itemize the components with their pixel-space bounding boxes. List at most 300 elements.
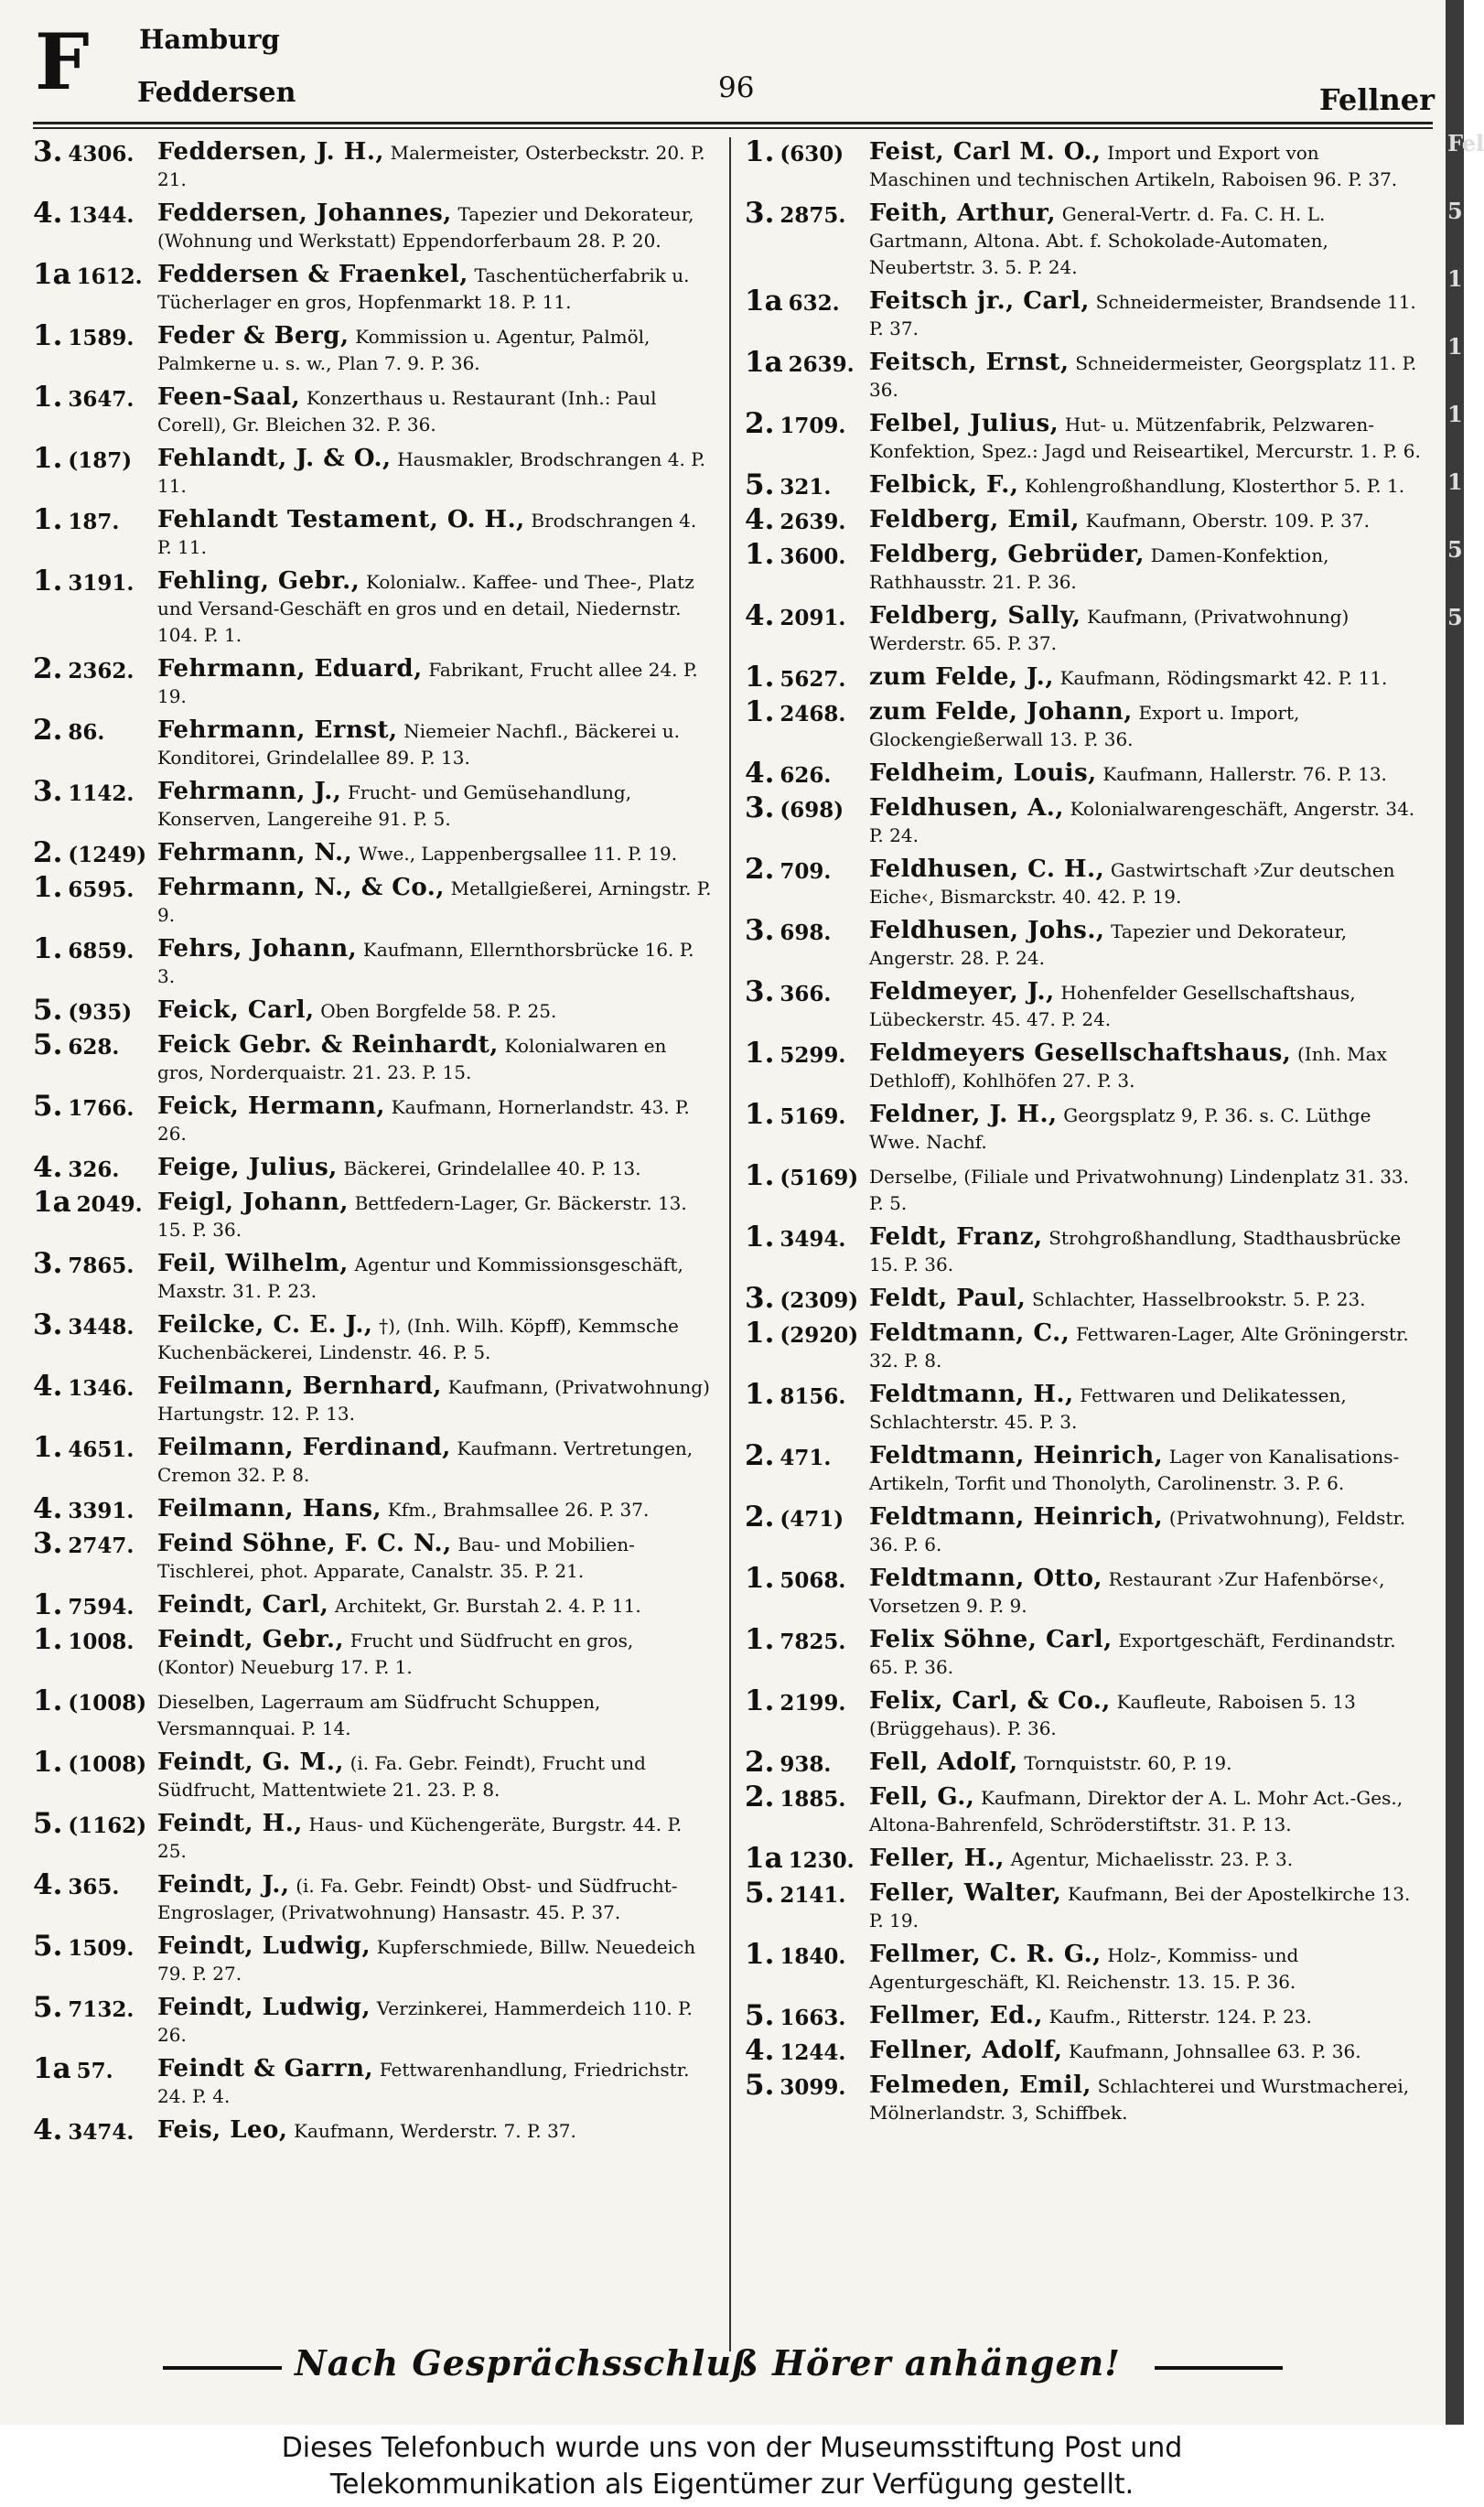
subscriber-details: Metallgießerei, Arningstr. P. 9. bbox=[157, 877, 712, 926]
subscriber-name: Feil, Wilhelm, bbox=[157, 1250, 349, 1277]
exchange-prefix: 1. bbox=[33, 871, 63, 904]
subscriber-name: Feldberg, Emil, bbox=[869, 506, 1080, 533]
subscriber-details: Gastwirtschaft ›Zur deutschen Eiche‹, Bismarckstr. 40. 42. P. 19. bbox=[869, 859, 1395, 908]
subscriber-details: Haus- und Küchengeräte, Burgstr. 44. P. 25. bbox=[157, 1813, 683, 1862]
subscriber-name: Feldtmann, Otto, bbox=[869, 1565, 1102, 1592]
subscriber-details: Bau- und Mobilien-Tischlerei, phot. Apparate, Canalstr. 35. P. 21. bbox=[157, 1533, 635, 1582]
subscriber-name: Feilmann, Ferdinand, bbox=[157, 1434, 451, 1461]
phone-number bbox=[745, 1159, 859, 1192]
phone-number bbox=[745, 1282, 859, 1315]
subscriber-details: Kupferschmiede, Billw. Neuedeich 79. P. 27. bbox=[157, 1936, 696, 1985]
phone-number bbox=[745, 346, 855, 379]
directory-entry bbox=[745, 695, 1425, 753]
directory-entry bbox=[745, 1999, 1425, 2032]
phone-number bbox=[745, 1317, 859, 1350]
phone-number bbox=[33, 1746, 147, 1779]
exchange-prefix: 1. bbox=[745, 135, 775, 168]
phone-number bbox=[745, 1746, 832, 1779]
exchange-prefix: 1a bbox=[33, 1186, 71, 1219]
line-number: 2875. bbox=[780, 203, 846, 228]
subscriber-details: Schneidermeister, Georgsplatz 11. P. 36. bbox=[869, 352, 1417, 401]
ownership-caption bbox=[0, 2430, 1464, 2503]
subscriber-name: Fell, G., bbox=[869, 1783, 975, 1811]
exchange-prefix: 2. bbox=[33, 652, 63, 685]
subscriber-details: Bäckerei, Grindelallee 40. P. 13. bbox=[343, 1157, 641, 1179]
subscriber-details: Georgsplatz 9, P. 36. s. C. Lüthge Wwe. Nachf. bbox=[869, 1104, 1371, 1153]
directory-entry bbox=[745, 407, 1425, 465]
phone-number bbox=[33, 1492, 134, 1525]
phone-number bbox=[33, 1991, 134, 2024]
directory-entry bbox=[33, 1684, 714, 1742]
subscriber-details: Malermeister, Osterbeckstr. 20. P. 21. bbox=[157, 142, 705, 190]
city-name: Hamburg bbox=[139, 24, 280, 55]
left-column bbox=[33, 135, 714, 2152]
line-number: 5627. bbox=[780, 667, 846, 692]
directory-entry bbox=[745, 538, 1425, 596]
directory-entry bbox=[33, 871, 714, 929]
phone-number bbox=[745, 1877, 846, 1910]
subscriber-name: Fehlandt, J. & O., bbox=[157, 445, 392, 472]
line-number: (2309) bbox=[780, 1288, 859, 1313]
subscriber-name: Fehlandt Testament, O. H., bbox=[157, 506, 525, 533]
exchange-prefix: 1a bbox=[745, 285, 783, 317]
line-number: 2639. bbox=[780, 510, 846, 534]
subscriber-details: Kaufmann. Vertretungen, Cremon 32. P. 8. bbox=[157, 1437, 694, 1486]
line-number: 7132. bbox=[68, 1997, 134, 2022]
phone-number bbox=[745, 197, 846, 230]
subscriber-name: Feindt, G. M., bbox=[157, 1748, 344, 1776]
exchange-prefix: 1. bbox=[33, 1684, 63, 1717]
phone-number bbox=[33, 565, 134, 597]
subscriber-name: Feindt & Garrn, bbox=[157, 2055, 374, 2082]
subscriber-details: Fettwarenhandlung, Friedrichstr. 24. P. 4. bbox=[157, 2059, 690, 2107]
line-number: (1249) bbox=[68, 843, 147, 867]
subscriber-details: Frucht- und Gemüsehandlung, Konserven, Langereihe 91. P. 5. bbox=[157, 781, 632, 830]
exchange-prefix: 1. bbox=[745, 1938, 775, 1971]
phone-number bbox=[33, 871, 134, 904]
subscriber-details: Strohgroßhandlung, Stadthausbrücke 15. P. 36. bbox=[869, 1227, 1402, 1275]
directory-entry bbox=[33, 1746, 714, 1803]
subscriber-name: Feddersen, Johannes, bbox=[157, 199, 452, 227]
subscriber-details: Kaufmann, Hornerlandstr. 43. P. 26. bbox=[157, 1096, 690, 1145]
phone-number bbox=[745, 1842, 855, 1875]
phone-number bbox=[33, 2114, 134, 2147]
line-number: 1344. bbox=[68, 203, 134, 228]
subscriber-name: Feldtmann, C., bbox=[869, 1319, 1070, 1347]
subscriber-details: Schneidermeister, Brandsende 11. P. 37. bbox=[869, 291, 1416, 339]
exchange-prefix: 5. bbox=[745, 1877, 775, 1910]
subscriber-name: Feller, H., bbox=[869, 1845, 1005, 1872]
subscriber-name: Feindt, J., bbox=[157, 1871, 290, 1899]
exchange-prefix: 1. bbox=[745, 538, 775, 571]
subscriber-name: Feigl, Johann, bbox=[157, 1189, 349, 1216]
directory-entry bbox=[745, 1439, 1425, 1497]
subscriber-name: Feldberg, Gebrüder, bbox=[869, 541, 1145, 568]
subscriber-name: Fehling, Gebr., bbox=[157, 567, 360, 595]
subscriber-details: Hausmakler, Brodschrangen 4. P. 11. bbox=[157, 448, 705, 497]
subscriber-name: Fehrmann, N., & Co., bbox=[157, 874, 445, 901]
subscriber-details: Schlachterei und Wurstmacherei, Mölnerlandstr. 3, Schiffbek. bbox=[869, 2075, 1410, 2124]
exchange-prefix: 1. bbox=[33, 1623, 63, 1656]
phone-number bbox=[33, 258, 143, 291]
phone-number bbox=[33, 135, 134, 168]
subscriber-details: Kaufmann, Johnsallee 63. P. 36. bbox=[1069, 2040, 1361, 2062]
directory-entry bbox=[33, 381, 714, 438]
header-rule bbox=[33, 122, 1433, 129]
exchange-prefix: 2. bbox=[745, 1781, 775, 1813]
phone-number bbox=[33, 836, 147, 869]
line-number: 698. bbox=[780, 920, 832, 945]
line-number: (935) bbox=[68, 1000, 133, 1025]
line-number: (2920) bbox=[780, 1323, 859, 1348]
phone-number bbox=[745, 1378, 846, 1411]
phone-number bbox=[33, 1807, 147, 1840]
line-number: 1589. bbox=[68, 326, 134, 350]
subscriber-name: Feick, Hermann, bbox=[157, 1092, 385, 1120]
line-number: 471. bbox=[780, 1446, 832, 1470]
phone-number bbox=[33, 1247, 134, 1280]
line-number: 1766. bbox=[68, 1096, 134, 1121]
subscriber-name: Fehrmann, J., bbox=[157, 778, 342, 805]
subscriber-details: Kaufmann, Bei der Apostelkirche 13. P. 19. bbox=[869, 1883, 1411, 1931]
phone-number bbox=[745, 853, 832, 886]
directory-entry bbox=[745, 1781, 1425, 1838]
phone-number bbox=[745, 407, 846, 440]
exchange-prefix: 1. bbox=[33, 319, 63, 352]
directory-entry bbox=[745, 346, 1425, 403]
directory-entry bbox=[33, 932, 714, 990]
subscriber-details: Lager von Kanalisations-Artikeln, Torfit und Thonolyth, Carolinenstr. 3. P. 6. bbox=[869, 1446, 1400, 1494]
line-number: 2747. bbox=[68, 1533, 134, 1558]
exchange-prefix: 1. bbox=[33, 1431, 63, 1464]
subscriber-details: Tapezier und Dekorateur, (Wohnung und Werkstatt) Eppendorferbaum 28. P. 20. bbox=[157, 203, 694, 252]
exchange-prefix: 3. bbox=[745, 914, 775, 947]
subscriber-details: Import und Export von Maschinen und technischen Artikeln, Raboisen 96. P. 37. bbox=[869, 142, 1398, 190]
page-number: 96 bbox=[718, 71, 755, 104]
subscriber-name: Feitsch jr., Carl, bbox=[869, 287, 1090, 315]
directory-entry bbox=[33, 1807, 714, 1865]
subscriber-details: Exportgeschäft, Ferdinandstr. 65. P. 36. bbox=[869, 1630, 1396, 1678]
line-number: 4306. bbox=[68, 142, 134, 167]
line-number: 3099. bbox=[780, 2075, 846, 2100]
subscriber-details: Niemeier Nachfl., Bäckerei u. Konditorei, Grindelallee 89. P. 13. bbox=[157, 720, 681, 769]
phone-number bbox=[33, 1028, 120, 1061]
directory-entry bbox=[33, 1527, 714, 1585]
subscriber-name: Fellmer, Ed., bbox=[869, 2002, 1043, 2029]
line-number: 632. bbox=[788, 291, 840, 316]
phone-number bbox=[745, 975, 832, 1008]
line-number: 3391. bbox=[68, 1499, 134, 1523]
phone-number bbox=[745, 791, 844, 824]
right-column bbox=[745, 135, 1425, 2134]
subscriber-name: Feindt, Ludwig, bbox=[157, 1932, 371, 1960]
exchange-prefix: 3. bbox=[745, 1282, 775, 1315]
line-number: (1008) bbox=[68, 1691, 147, 1716]
subscriber-details: Holz-, Kommiss- und Agenturgeschäft, Kl. Reichenstr. 13. 15. P. 36. bbox=[869, 1944, 1299, 1993]
directory-entry bbox=[33, 1247, 714, 1305]
phone-number bbox=[745, 757, 832, 790]
subscriber-details: (Privatwohnung), Feldstr. 36. P. 6. bbox=[869, 1507, 1406, 1555]
line-number: 628. bbox=[68, 1035, 120, 1060]
footer-rule-right bbox=[1155, 2366, 1283, 2370]
line-number: 1709. bbox=[780, 414, 846, 438]
exchange-prefix: 4. bbox=[33, 1370, 63, 1403]
directory-entry bbox=[33, 836, 714, 869]
subscriber-name: Feilcke, C. E. J., bbox=[157, 1311, 373, 1339]
adjacent-page-edge bbox=[1446, 0, 1484, 2425]
caption-line-2: Telekommunikation als Eigentümer zur Verfügung gestellt. bbox=[329, 2469, 1135, 2501]
subscriber-details: (i. Fa. Gebr. Feindt), Frucht und Südfrucht, Mattentwiete 21. 23. P. 8. bbox=[157, 1752, 646, 1801]
line-number: 365. bbox=[68, 1875, 120, 1899]
subscriber-details: Kolonialw.. Kaffee- und Thee-, Platz und Versand-Geschäft en gros und en detail, Niedernstr. 104. P. 1. bbox=[157, 571, 694, 646]
exchange-prefix: 1. bbox=[745, 1317, 775, 1350]
directory-entry bbox=[33, 1868, 714, 1926]
line-number: 1663. bbox=[780, 2006, 846, 2030]
subscriber-details: Kolonialwaren en gros, Norderquaistr. 21. 23. P. 15. bbox=[157, 1035, 667, 1083]
phone-number bbox=[33, 714, 105, 747]
line-number: 5068. bbox=[780, 1568, 846, 1593]
subscriber-name: Feldberg, Sally, bbox=[869, 602, 1081, 629]
line-number: 1612. bbox=[76, 264, 143, 289]
subscriber-details: Kaufmann, Direktor der A. L. Mohr Act.-Ges., Altona-Bahrenfeld, Schröderstiftstr. 31. P. 13. bbox=[869, 1787, 1403, 1835]
subscriber-details: Kohlengroßhandlung, Klosterthor 5. P. 1. bbox=[1025, 475, 1405, 497]
subscriber-name: Feist, Carl M. O., bbox=[869, 138, 1102, 166]
subscriber-name: Feitsch, Ernst, bbox=[869, 349, 1070, 376]
phone-number bbox=[33, 197, 134, 230]
directory-entry bbox=[33, 1028, 714, 1086]
subscriber-details: Kaufmann, Rödingsmarkt 42. P. 11. bbox=[1059, 667, 1388, 689]
phone-number bbox=[745, 468, 832, 501]
phone-number bbox=[745, 1938, 846, 1971]
phone-number bbox=[745, 285, 840, 317]
line-number: 1885. bbox=[780, 1787, 846, 1812]
directory-entry bbox=[33, 442, 714, 500]
subscriber-details: Schlachter, Hasselbrookstr. 5. P. 23. bbox=[1031, 1288, 1366, 1310]
line-number: 709. bbox=[780, 859, 832, 884]
exchange-prefix: 4. bbox=[745, 503, 775, 536]
subscriber-name: zum Felde, J., bbox=[869, 663, 1054, 691]
line-number: 3448. bbox=[68, 1315, 134, 1340]
directory-entry bbox=[745, 1221, 1425, 1278]
exchange-prefix: 1. bbox=[33, 442, 63, 475]
phone-number bbox=[745, 661, 846, 694]
exchange-prefix: 1. bbox=[745, 1221, 775, 1254]
phone-number bbox=[33, 503, 120, 536]
phone-number bbox=[745, 1562, 846, 1595]
exchange-prefix: 5. bbox=[745, 468, 775, 501]
subscriber-name: Feldhusen, A., bbox=[869, 794, 1064, 822]
exchange-prefix: 2. bbox=[745, 1746, 775, 1779]
directory-entry bbox=[33, 1930, 714, 1987]
directory-entry bbox=[33, 197, 714, 254]
exchange-prefix: 5. bbox=[745, 1999, 775, 2032]
subscriber-details: Agentur, Michaelisstr. 23. P. 3. bbox=[1010, 1848, 1294, 1870]
line-number: 6859. bbox=[68, 939, 134, 963]
directory-entry bbox=[745, 1317, 1425, 1374]
phone-number bbox=[33, 1684, 147, 1717]
exchange-prefix: 2. bbox=[745, 407, 775, 440]
directory-entry bbox=[33, 1492, 714, 1525]
exchange-prefix: 3. bbox=[33, 1247, 63, 1280]
line-number: 1346. bbox=[68, 1376, 134, 1401]
phone-number bbox=[745, 2069, 846, 2102]
directory-entry bbox=[33, 565, 714, 649]
phone-number bbox=[33, 1151, 120, 1184]
exchange-prefix: 3. bbox=[745, 791, 775, 824]
phone-number bbox=[745, 1501, 844, 1533]
subscriber-details: Restaurant ›Zur Hafenbörse‹, Vorsetzen 9. P. 9. bbox=[869, 1568, 1385, 1617]
directory-entry bbox=[745, 1746, 1425, 1779]
line-number: 6595. bbox=[68, 877, 134, 902]
line-number: 1230. bbox=[788, 1848, 855, 1873]
subscriber-details: †), (Inh. Wilh. Köpff), Kemmsche Kuchenbäckerei, Lindenstr. 46. P. 5. bbox=[157, 1315, 679, 1363]
line-number: 4651. bbox=[68, 1437, 134, 1462]
subscriber-details: Oben Borgfelde 58. P. 25. bbox=[320, 1000, 557, 1022]
line-number: (5169) bbox=[780, 1166, 859, 1190]
line-number: 3191. bbox=[68, 571, 134, 596]
line-number: 2639. bbox=[788, 352, 855, 377]
subscriber-name: Feldt, Paul, bbox=[869, 1285, 1027, 1312]
subscriber-name: Feddersen, J. H., bbox=[157, 138, 384, 166]
directory-entry bbox=[745, 1098, 1425, 1156]
line-number: 2468. bbox=[780, 702, 846, 726]
subscriber-details: Kfm., Brahmsallee 26. P. 37. bbox=[387, 1499, 650, 1521]
line-number: 1142. bbox=[68, 781, 134, 806]
subscriber-name: Felbick, F., bbox=[869, 471, 1019, 499]
directory-entry bbox=[745, 1938, 1425, 1996]
exchange-prefix: 3. bbox=[33, 775, 63, 808]
phone-number bbox=[33, 775, 134, 808]
subscriber-name: Feldtmann, Heinrich, bbox=[869, 1503, 1164, 1531]
exchange-prefix: 1. bbox=[745, 1037, 775, 1070]
directory-entry bbox=[745, 1684, 1425, 1742]
exchange-prefix: 1. bbox=[745, 1623, 775, 1656]
phone-number bbox=[745, 538, 846, 571]
exchange-prefix: 5. bbox=[33, 1930, 63, 1963]
phone-number bbox=[33, 994, 133, 1027]
subscriber-name: Feick Gebr. & Reinhardt, bbox=[157, 1031, 499, 1059]
subscriber-details: Dieselben, Lagerraum am Südfrucht Schuppen, Versmannquai. P. 14. bbox=[157, 1691, 601, 1739]
exchange-prefix: 3. bbox=[33, 135, 63, 168]
subscriber-name: Fell, Adolf, bbox=[869, 1748, 1018, 1776]
phone-number bbox=[33, 1868, 120, 1901]
line-number: 3647. bbox=[68, 387, 134, 412]
line-number: 626. bbox=[780, 763, 832, 788]
exchange-prefix: 4. bbox=[33, 1492, 63, 1525]
exchange-prefix: 4. bbox=[745, 757, 775, 790]
subscriber-name: Feldhusen, Johs., bbox=[869, 917, 1105, 944]
exchange-prefix: 1. bbox=[745, 1684, 775, 1717]
line-number: 5299. bbox=[780, 1043, 846, 1068]
phone-number bbox=[33, 1370, 134, 1403]
exchange-prefix: 2. bbox=[745, 1501, 775, 1533]
exchange-prefix: 5. bbox=[33, 1028, 63, 1061]
phone-number bbox=[33, 1588, 134, 1621]
line-number: 3600. bbox=[780, 544, 846, 569]
directory-entry bbox=[33, 319, 714, 377]
subscriber-name: Feldtmann, Heinrich, bbox=[869, 1442, 1164, 1469]
subscriber-details: Wwe., Lappenbergsallee 11. P. 19. bbox=[358, 843, 678, 865]
line-number: (698) bbox=[780, 798, 844, 823]
phone-number bbox=[745, 1999, 846, 2032]
subscriber-details: Taschentücherfabrik u. Tücherlager en gros, Hopfenmarkt 18. P. 11. bbox=[157, 264, 690, 313]
exchange-prefix: 5. bbox=[33, 1807, 63, 1840]
subscriber-name: Feldmeyers Gesellschaftshaus, bbox=[869, 1039, 1292, 1067]
exchange-prefix: 1. bbox=[745, 695, 775, 728]
subscriber-name: Feindt, Carl, bbox=[157, 1591, 329, 1619]
directory-entry bbox=[745, 914, 1425, 972]
line-number: 2362. bbox=[68, 659, 134, 683]
subscriber-details: General-Vertr. d. Fa. C. H. L. Gartmann, Altona. Abt. f. Schokolade-Automaten, Neubertstr. 3. 5. P. 24. bbox=[869, 203, 1328, 278]
exchange-prefix: 5. bbox=[745, 2069, 775, 2102]
line-number: (471) bbox=[780, 1507, 844, 1532]
subscriber-name: Feldt, Franz, bbox=[869, 1223, 1043, 1251]
line-number: 2049. bbox=[76, 1192, 143, 1217]
subscriber-name: Feldhusen, C. H., bbox=[869, 855, 1105, 883]
phone-number bbox=[745, 1781, 846, 1813]
directory-entry bbox=[745, 853, 1425, 910]
caption-line-1: Dieses Telefonbuch wurde uns von der Museumsstiftung Post und bbox=[281, 2432, 1183, 2464]
subscriber-details: (Inh. Max Dethloff), Kohlhöfen 27. P. 3. bbox=[869, 1043, 1387, 1092]
subscriber-details: Bettfedern-Lager, Gr. Bäckerstr. 13. 15. P. 36. bbox=[157, 1192, 687, 1241]
footer-rule-left bbox=[163, 2366, 282, 2370]
directory-entry bbox=[745, 975, 1425, 1033]
phone-number bbox=[745, 1439, 832, 1472]
phone-number bbox=[33, 1527, 134, 1560]
subscriber-name: Feilmann, Hans, bbox=[157, 1495, 382, 1522]
directory-entry bbox=[745, 285, 1425, 342]
directory-entry bbox=[33, 1431, 714, 1489]
subscriber-name: Felix Söhne, Carl, bbox=[869, 1626, 1113, 1653]
subscriber-name: Felix, Carl, & Co., bbox=[869, 1687, 1111, 1715]
line-number: (1008) bbox=[68, 1752, 147, 1777]
section-letter: F bbox=[35, 16, 90, 107]
directory-entry bbox=[33, 775, 714, 833]
subscriber-name: Fehrmann, N., bbox=[157, 839, 353, 866]
subscriber-details: Tornquiststr. 60, P. 19. bbox=[1024, 1752, 1232, 1774]
exchange-prefix: 1. bbox=[745, 1098, 775, 1131]
exchange-prefix: 1a bbox=[33, 2052, 71, 2085]
directory-entry bbox=[33, 1588, 714, 1621]
subscriber-details: Export u. Import, Glockengießerwall 13. P. 36. bbox=[869, 702, 1300, 750]
subscriber-details: Kaufmann, (Privatwohnung) Werderstr. 65. P. 37. bbox=[869, 606, 1350, 654]
phone-number bbox=[33, 1623, 134, 1656]
exchange-prefix: 1. bbox=[33, 503, 63, 536]
subscriber-details: Agentur und Kommissionsgeschäft, Maxstr. 31. P. 23. bbox=[157, 1254, 683, 1302]
phone-number bbox=[745, 1684, 846, 1717]
exchange-prefix: 4. bbox=[745, 2034, 775, 2067]
subscriber-details: Fettwaren-Lager, Alte Gröningerstr. 32. P. 8. bbox=[869, 1323, 1409, 1372]
directory-entry bbox=[745, 1037, 1425, 1094]
subscriber-name: Feder & Berg, bbox=[157, 322, 349, 350]
subscriber-details: Kaufmann, Oberstr. 109. P. 37. bbox=[1085, 510, 1370, 532]
subscriber-name: Feindt, Ludwig, bbox=[157, 1994, 371, 2021]
line-number: 2141. bbox=[780, 1883, 846, 1908]
subscriber-name: Feindt, H., bbox=[157, 1810, 303, 1837]
exchange-prefix: 2. bbox=[745, 853, 775, 886]
phone-number bbox=[33, 1186, 143, 1219]
line-number: 5169. bbox=[780, 1104, 846, 1129]
directory-entry bbox=[745, 1501, 1425, 1558]
phone-number bbox=[745, 599, 846, 632]
exchange-prefix: 3. bbox=[33, 1308, 63, 1341]
line-number: (187) bbox=[68, 448, 133, 473]
line-number: 187. bbox=[68, 510, 120, 534]
exchange-prefix: 1. bbox=[745, 661, 775, 694]
phone-number bbox=[33, 442, 133, 475]
subscriber-details: Damen-Konfektion, Rathhausstr. 21. P. 36. bbox=[869, 544, 1329, 593]
line-number: 8156. bbox=[780, 1384, 846, 1409]
